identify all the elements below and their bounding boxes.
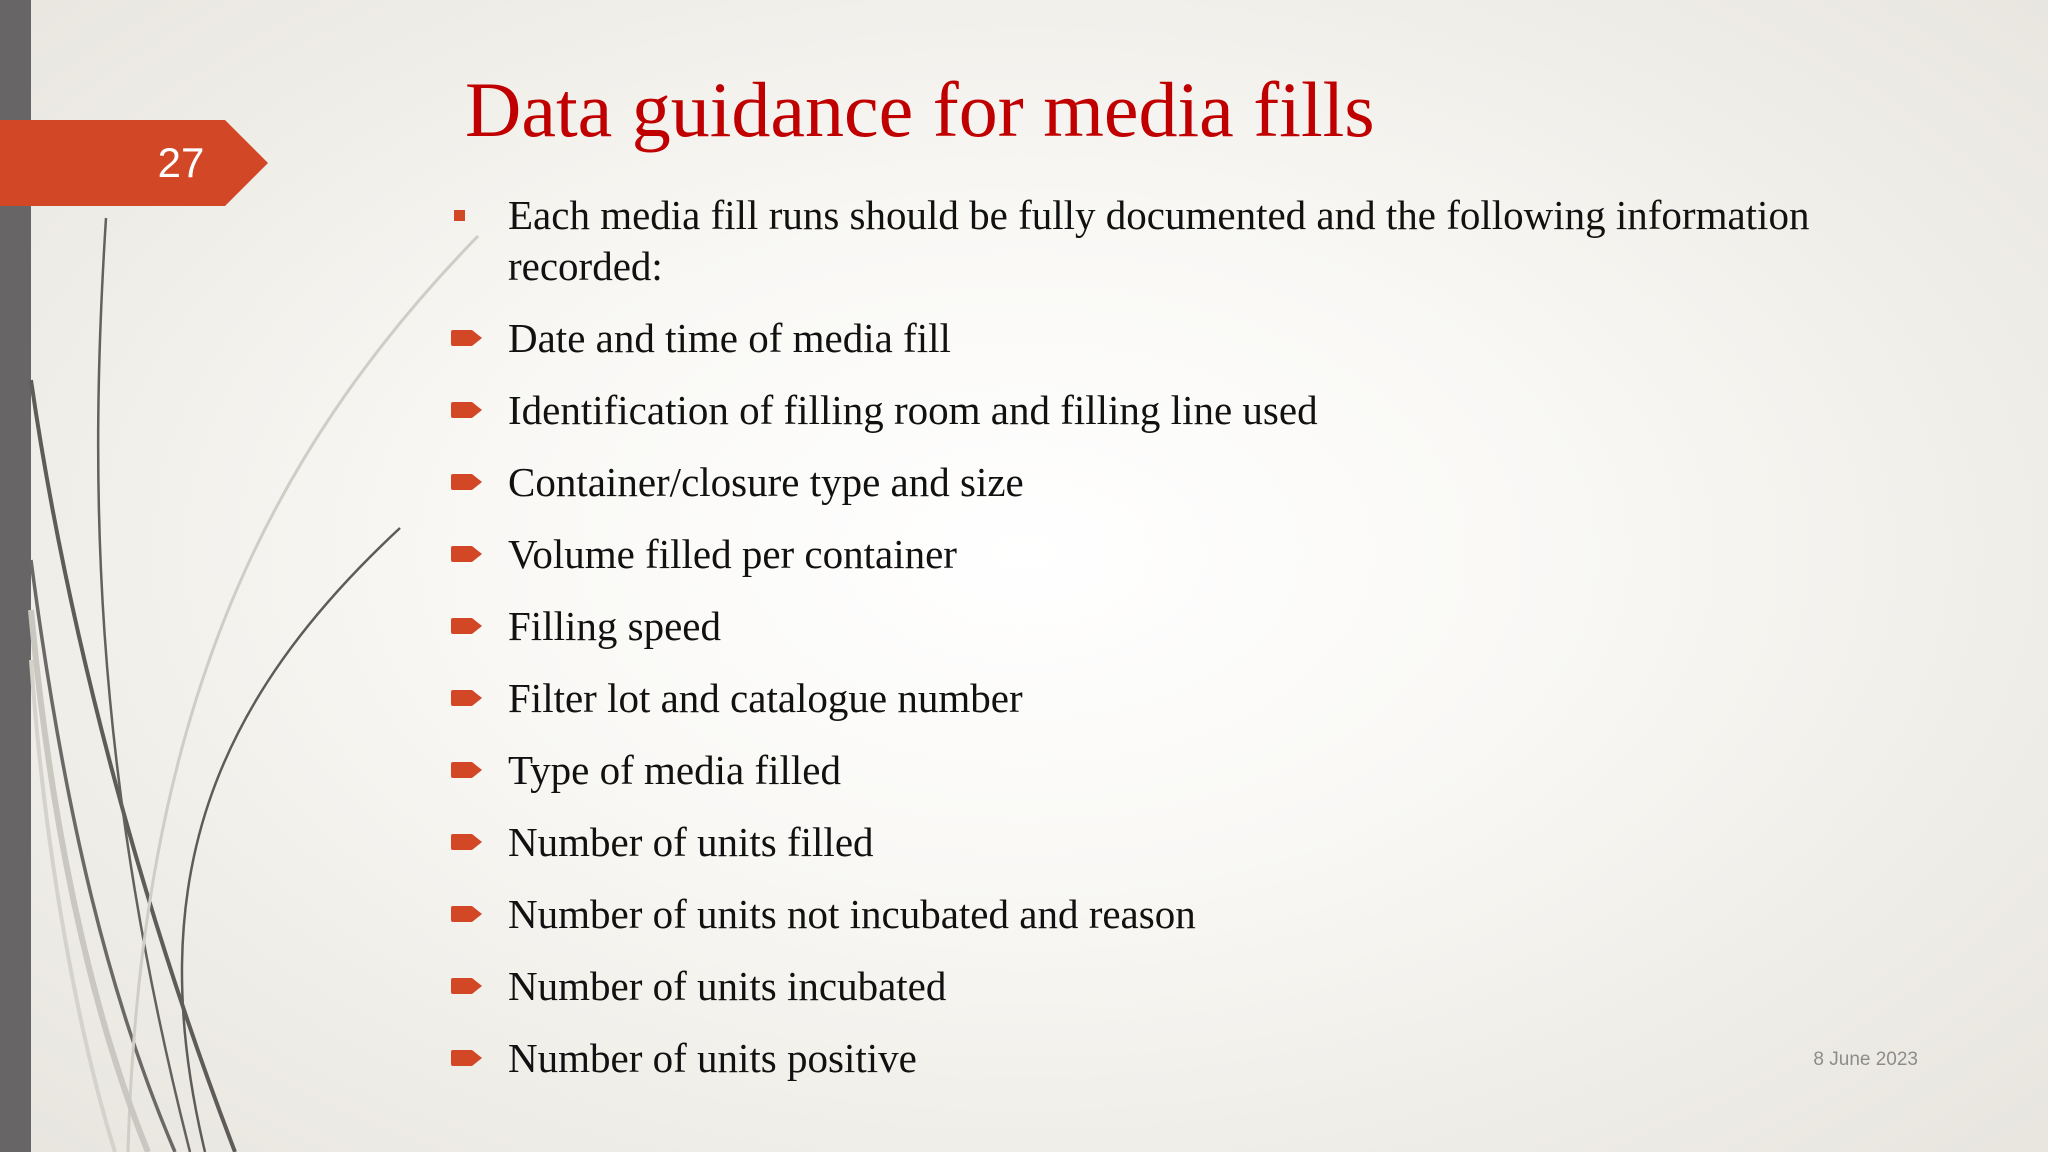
intro-text: Each media fill runs should be fully documented and the following information recorded:	[508, 192, 1810, 289]
list-item	[450, 745, 1890, 796]
arrow-bullet-icon	[451, 472, 482, 492]
list-item	[450, 961, 1890, 1012]
list-item	[450, 457, 1890, 508]
list-item-text: Filling speed	[508, 603, 721, 649]
arrow-bullet-icon	[451, 400, 482, 420]
arrow-bullet-icon	[451, 328, 482, 348]
list-item	[450, 385, 1890, 436]
list-item-text: Container/closure type and size	[508, 459, 1024, 505]
list-item	[450, 601, 1890, 652]
list-item-text: Number of units incubated	[508, 963, 947, 1009]
arrow-bullet-icon	[451, 976, 482, 996]
list-item	[450, 529, 1890, 580]
arrow-bullet-icon	[451, 688, 482, 708]
list-item-text: Number of units not incubated and reason	[508, 891, 1196, 937]
square-bullet-icon	[454, 210, 465, 221]
bullet-list	[450, 190, 1890, 1105]
slide-title: Data guidance for media fills	[465, 66, 1375, 153]
slide-date: 8 June 2023	[1813, 1049, 1918, 1070]
arrow-bullet-icon	[451, 832, 482, 852]
list-item-text: Volume filled per container	[508, 531, 957, 577]
arrow-bullet-icon	[451, 544, 482, 564]
list-item-text: Date and time of media fill	[508, 315, 951, 361]
list-item-text: Identification of filling room and filling line used	[508, 387, 1318, 433]
list-item	[450, 673, 1890, 724]
list-item-text: Filter lot and catalogue number	[508, 675, 1023, 721]
page-number: 27	[157, 139, 205, 186]
list-item-text: Type of media filled	[508, 747, 841, 793]
list-item-text: Number of units positive	[508, 1035, 917, 1081]
arrow-bullet-icon	[451, 1048, 482, 1068]
list-item	[450, 817, 1890, 868]
intro-bullet	[450, 190, 1890, 292]
arrow-bullet-icon	[451, 760, 482, 780]
list-item-text: Number of units filled	[508, 819, 874, 865]
arrow-bullet-icon	[451, 904, 482, 924]
list-item	[450, 1033, 1890, 1084]
list-item	[450, 313, 1890, 364]
list-item	[450, 889, 1890, 940]
arrow-bullet-icon	[451, 616, 482, 636]
